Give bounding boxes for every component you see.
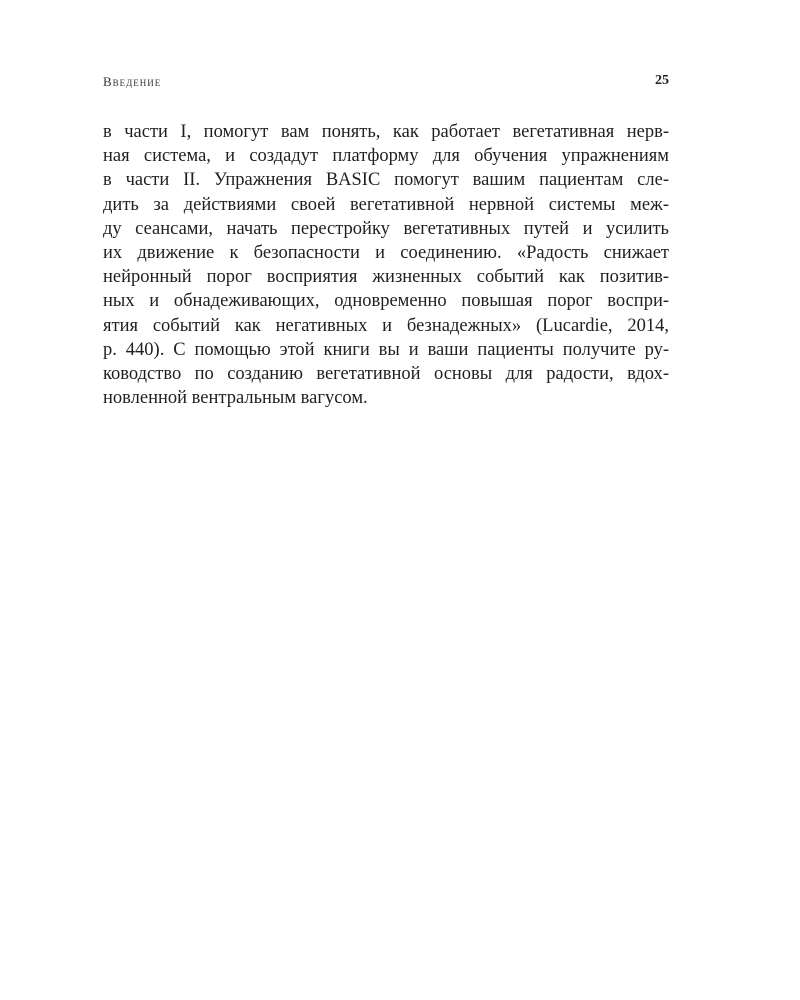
text-line: в части I, помогут вам понять, как работает вегетативная нерв- [103, 122, 669, 142]
text-line: их движение к безопасности и соединению. «Радость снижает [103, 242, 669, 263]
body-paragraph [103, 120, 669, 410]
text-line: ная система, и создадут платформу для обучения упражнениям [103, 146, 669, 167]
text-line: дить за действиями своей вегетативной нервной системы меж- [103, 194, 669, 215]
text-line: новленной вентральным вагусом. [103, 388, 368, 409]
text-line: ду сеансами, начать перестройку вегетативных путей и усилить [103, 218, 669, 239]
running-head: Введение [103, 74, 162, 89]
text-line: ятия событий как негативных и безнадежных» (Lucardie, 2014, [103, 315, 669, 336]
text-line: p. 440). С помощью этой книги вы и ваши пациенты получите ру- [103, 339, 669, 360]
page-number: 25 [655, 73, 669, 88]
text-line: ководство по созданию вегетативной основы для радости, вдох- [103, 363, 669, 384]
text-line: ных и обнадеживающих, одновременно повышая порог воспри- [103, 291, 669, 312]
text-line: в части II. Упражнения BASIC помогут вашим пациентам сле- [103, 170, 669, 191]
text-line: нейронный порог восприятия жизненных событий как позитив- [103, 267, 669, 288]
